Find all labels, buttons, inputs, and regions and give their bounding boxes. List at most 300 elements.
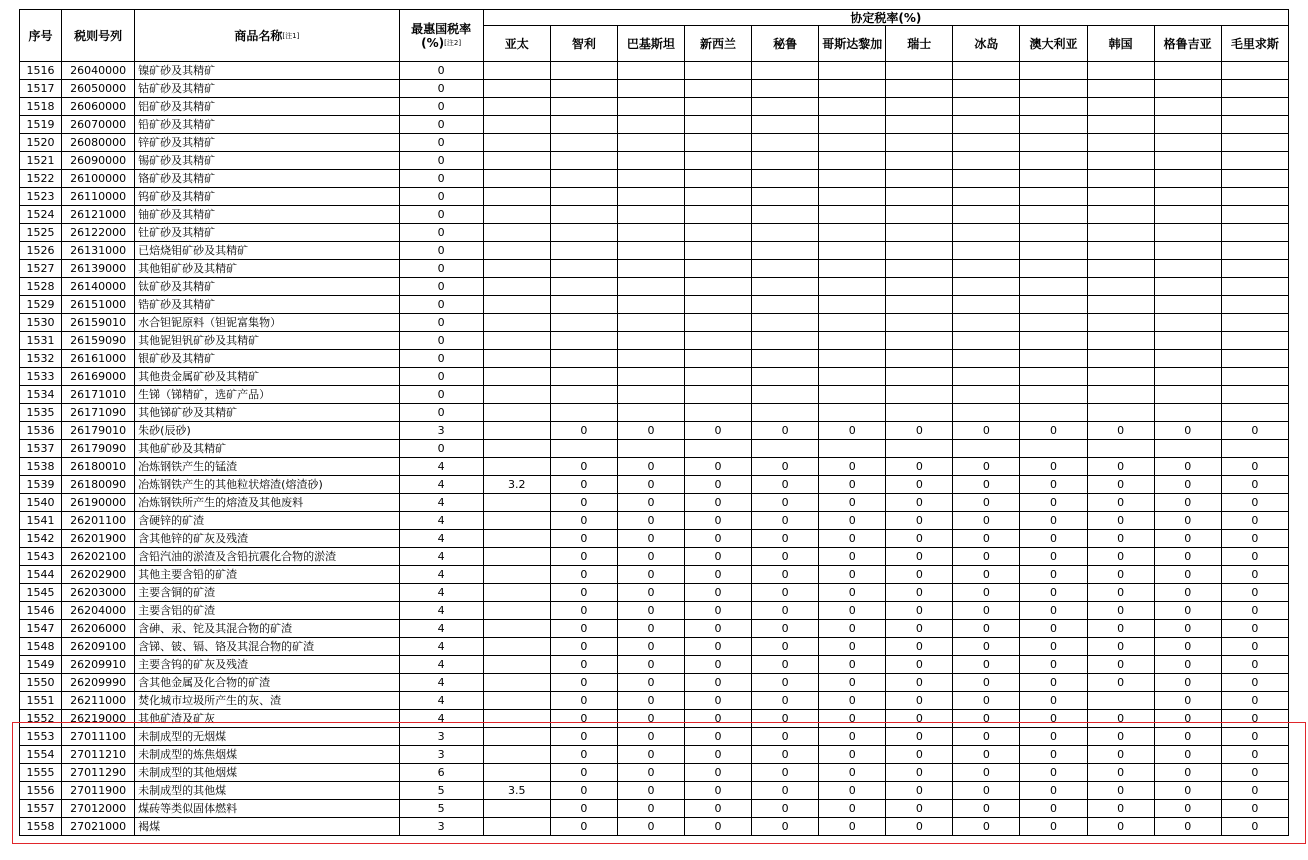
cell-agreement-rate: 0 [886, 620, 953, 638]
table-row [20, 152, 1289, 170]
cell-mfn: 0 [399, 404, 483, 422]
cell-agreement-rate [617, 350, 684, 368]
cell-agreement-rate: 0 [1020, 746, 1087, 764]
cell-agreement-rate [1154, 278, 1221, 296]
cell-agreement-rate: 0 [752, 422, 819, 440]
cell-name: 冶炼钢铁产生的其他粒状熔渣(熔渣砂) [135, 476, 399, 494]
cell-agreement-rate [1020, 62, 1087, 80]
cell-mfn: 4 [399, 656, 483, 674]
cell-agreement-rate: 0 [953, 476, 1020, 494]
cell-agreement-rate [550, 404, 617, 422]
cell-code: 26204000 [62, 602, 135, 620]
cell-agreement-rate [684, 98, 751, 116]
cell-name: 主要含钨的矿灰及残渣 [135, 656, 399, 674]
cell-agreement-rate: 0 [550, 800, 617, 818]
cell-code: 26161000 [62, 350, 135, 368]
cell-code: 27021000 [62, 818, 135, 836]
cell-agreement-rate [550, 296, 617, 314]
cell-agreement-rate [1154, 242, 1221, 260]
cell-agreement-rate [483, 728, 550, 746]
table-row [20, 260, 1289, 278]
cell-agreement-rate [684, 152, 751, 170]
cell-agreement-rate: 0 [1020, 530, 1087, 548]
cell-agreement-rate [1020, 188, 1087, 206]
cell-code: 26100000 [62, 170, 135, 188]
cell-code: 26169000 [62, 368, 135, 386]
cell-agreement-rate [819, 80, 886, 98]
cell-agreement-rate: 0 [550, 458, 617, 476]
cell-mfn: 4 [399, 638, 483, 656]
cell-agreement-rate: 0 [550, 818, 617, 836]
cell-agreement-rate: 0 [617, 818, 684, 836]
cell-agreement-rate [819, 116, 886, 134]
cell-agreement-rate [886, 134, 953, 152]
cell-agreement-rate [483, 656, 550, 674]
cell-agreement-rate [886, 152, 953, 170]
cell-agreement-rate [953, 350, 1020, 368]
cell-seq: 1557 [20, 800, 62, 818]
cell-agreement-rate: 0 [684, 764, 751, 782]
cell-agreement-rate [1221, 98, 1288, 116]
cell-mfn: 4 [399, 566, 483, 584]
cell-agreement-rate [1087, 242, 1154, 260]
cell-agreement-rate: 0 [617, 476, 684, 494]
cell-agreement-rate [1020, 386, 1087, 404]
cell-agreement-rate [752, 224, 819, 242]
cell-agreement-rate [1154, 224, 1221, 242]
cell-agreement-rate: 0 [953, 458, 1020, 476]
cell-agreement-rate: 0 [617, 692, 684, 710]
cell-agreement-rate [617, 296, 684, 314]
cell-code: 26040000 [62, 62, 135, 80]
cell-agreement-rate [684, 350, 751, 368]
cell-agreement-rate [1020, 368, 1087, 386]
table-row [20, 818, 1289, 836]
cell-agreement-rate: 0 [617, 728, 684, 746]
cell-agreement-rate [1087, 278, 1154, 296]
cell-agreement-rate: 0 [752, 746, 819, 764]
cell-agreement-rate [819, 98, 886, 116]
cell-agreement-rate: 0 [684, 530, 751, 548]
table-row [20, 404, 1289, 422]
cell-agreement-rate [819, 314, 886, 332]
table-row [20, 512, 1289, 530]
cell-agreement-rate [483, 170, 550, 188]
cell-agreement-rate: 0 [752, 458, 819, 476]
cell-agreement-rate [483, 206, 550, 224]
cell-agreement-rate [617, 332, 684, 350]
cell-agreement-rate [752, 170, 819, 188]
cell-agreement-rate [1221, 314, 1288, 332]
cell-agreement-rate: 0 [684, 656, 751, 674]
cell-mfn: 4 [399, 692, 483, 710]
cell-agreement-rate: 0 [1087, 602, 1154, 620]
cell-agreement-rate: 0 [617, 530, 684, 548]
cell-agreement-rate [684, 404, 751, 422]
cell-agreement-rate: 0 [1221, 422, 1288, 440]
cell-agreement-rate: 0 [1020, 458, 1087, 476]
cell-seq: 1528 [20, 278, 62, 296]
cell-agreement-rate: 0 [1154, 620, 1221, 638]
cell-mfn: 0 [399, 242, 483, 260]
cell-agreement-rate: 0 [752, 764, 819, 782]
cell-code: 26122000 [62, 224, 135, 242]
cell-agreement-rate [684, 332, 751, 350]
cell-agreement-rate: 0 [550, 512, 617, 530]
cell-agreement-rate: 0 [550, 476, 617, 494]
cell-agreement-rate [886, 116, 953, 134]
cell-agreement-rate: 0 [1154, 494, 1221, 512]
cell-mfn: 6 [399, 764, 483, 782]
cell-agreement-rate [953, 224, 1020, 242]
cell-agreement-rate [483, 818, 550, 836]
cell-agreement-rate: 0 [886, 764, 953, 782]
cell-mfn: 0 [399, 278, 483, 296]
cell-code: 26140000 [62, 278, 135, 296]
cell-agreement-rate: 0 [886, 602, 953, 620]
cell-seq: 1541 [20, 512, 62, 530]
cell-agreement-rate: 0 [684, 476, 751, 494]
cell-agreement-rate: 0 [953, 494, 1020, 512]
cell-agreement-rate: 0 [886, 638, 953, 656]
cell-agreement-rate: 0 [886, 566, 953, 584]
cell-agreement-rate [953, 404, 1020, 422]
cell-agreement-rate: 0 [1020, 728, 1087, 746]
cell-agreement-rate: 0 [1087, 548, 1154, 566]
cell-agreement-rate [1221, 80, 1288, 98]
cell-agreement-rate [1020, 98, 1087, 116]
cell-agreement-rate: 0 [1020, 548, 1087, 566]
cell-agreement-rate [483, 224, 550, 242]
cell-seq: 1529 [20, 296, 62, 314]
cell-agreement-rate: 0 [1087, 656, 1154, 674]
cell-agreement-rate: 0 [1087, 458, 1154, 476]
cell-agreement-rate [617, 206, 684, 224]
cell-agreement-rate [752, 116, 819, 134]
cell-agreement-rate: 0 [617, 458, 684, 476]
cell-agreement-rate [1087, 692, 1154, 710]
cell-agreement-rate [1154, 368, 1221, 386]
cell-agreement-rate [1020, 80, 1087, 98]
cell-agreement-rate: 0 [1154, 746, 1221, 764]
cell-agreement-rate [1020, 314, 1087, 332]
cell-code: 26209100 [62, 638, 135, 656]
cell-agreement-rate [953, 368, 1020, 386]
cell-agreement-rate [886, 80, 953, 98]
cell-agreement-rate: 0 [550, 782, 617, 800]
cell-agreement-rate [1020, 332, 1087, 350]
cell-mfn: 0 [399, 170, 483, 188]
cell-agreement-rate [752, 386, 819, 404]
cell-agreement-rate [819, 260, 886, 278]
cell-agreement-rate [483, 134, 550, 152]
cell-seq: 1558 [20, 818, 62, 836]
cell-mfn: 0 [399, 80, 483, 98]
cell-agreement-rate: 0 [1221, 566, 1288, 584]
cell-agreement-rate: 0 [1154, 566, 1221, 584]
cell-agreement-rate: 0 [1087, 566, 1154, 584]
cell-code: 26219000 [62, 710, 135, 728]
cell-code: 26206000 [62, 620, 135, 638]
cell-name: 含铅汽油的淤渣及含铅抗震化合物的淤渣 [135, 548, 399, 566]
table-row [20, 656, 1289, 674]
cell-agreement-rate: 0 [1221, 692, 1288, 710]
cell-agreement-rate: 0 [684, 422, 751, 440]
cell-code: 26171010 [62, 386, 135, 404]
cell-agreement-rate: 0 [953, 602, 1020, 620]
cell-agreement-rate [684, 80, 751, 98]
cell-agreement-rate [684, 368, 751, 386]
table-row [20, 494, 1289, 512]
cell-agreement-rate: 0 [1221, 818, 1288, 836]
cell-seq: 1556 [20, 782, 62, 800]
cell-agreement-rate: 0 [684, 728, 751, 746]
cell-agreement-rate: 0 [1020, 566, 1087, 584]
table-row [20, 710, 1289, 728]
cell-agreement-rate: 0 [684, 584, 751, 602]
cell-agreement-rate: 0 [1087, 818, 1154, 836]
cell-agreement-rate [752, 278, 819, 296]
cell-agreement-rate [819, 224, 886, 242]
table-row [20, 62, 1289, 80]
table-row [20, 242, 1289, 260]
cell-agreement-rate [617, 260, 684, 278]
cell-agreement-rate: 0 [1087, 728, 1154, 746]
cell-name: 其他锑矿砂及其精矿 [135, 404, 399, 422]
cell-agreement-rate: 0 [1154, 422, 1221, 440]
cell-agreement-rate: 0 [752, 602, 819, 620]
cell-seq: 1530 [20, 314, 62, 332]
cell-agreement-rate: 0 [550, 620, 617, 638]
cell-name: 钨矿砂及其精矿 [135, 188, 399, 206]
cell-code: 27012000 [62, 800, 135, 818]
cell-code: 26121000 [62, 206, 135, 224]
cell-agreement-rate [953, 152, 1020, 170]
cell-agreement-rate [483, 188, 550, 206]
cell-agreement-rate [550, 62, 617, 80]
cell-agreement-rate [550, 440, 617, 458]
cell-agreement-rate [684, 206, 751, 224]
cell-agreement-rate [1087, 98, 1154, 116]
cell-agreement-rate [483, 638, 550, 656]
cell-agreement-rate: 0 [819, 638, 886, 656]
cell-agreement-rate: 0 [886, 530, 953, 548]
cell-agreement-rate [617, 80, 684, 98]
cell-name: 未制成型的无烟煤 [135, 728, 399, 746]
cell-mfn: 0 [399, 350, 483, 368]
cell-mfn: 0 [399, 260, 483, 278]
cell-mfn: 0 [399, 224, 483, 242]
cell-name: 水合钽铌原料（钽铌富集物） [135, 314, 399, 332]
cell-agreement-rate [483, 674, 550, 692]
cell-seq: 1536 [20, 422, 62, 440]
cell-agreement-rate [1020, 224, 1087, 242]
cell-mfn: 3 [399, 746, 483, 764]
cell-name: 其他钼矿砂及其精矿 [135, 260, 399, 278]
cell-name: 银矿砂及其精矿 [135, 350, 399, 368]
cell-agreement-rate: 0 [1221, 656, 1288, 674]
cell-seq: 1519 [20, 116, 62, 134]
cell-agreement-rate: 0 [1154, 656, 1221, 674]
cell-agreement-rate [1020, 404, 1087, 422]
cell-agreement-rate [819, 350, 886, 368]
cell-mfn: 4 [399, 530, 483, 548]
cell-agreement-rate [483, 584, 550, 602]
cell-agreement-rate [1221, 296, 1288, 314]
cell-agreement-rate: 0 [1154, 818, 1221, 836]
cell-agreement-rate: 0 [1221, 530, 1288, 548]
header-seq: 序号 [20, 10, 62, 62]
cell-name: 朱砂(辰砂) [135, 422, 399, 440]
cell-agreement-rate: 0 [819, 584, 886, 602]
cell-name: 含锑、铍、镉、铬及其混合物的矿渣 [135, 638, 399, 656]
cell-agreement-rate [819, 404, 886, 422]
cell-agreement-rate [1221, 368, 1288, 386]
cell-code: 27011290 [62, 764, 135, 782]
cell-name: 其他矿渣及矿灰 [135, 710, 399, 728]
cell-agreement-rate [617, 224, 684, 242]
cell-seq: 1537 [20, 440, 62, 458]
cell-agreement-rate: 0 [550, 530, 617, 548]
cell-agreement-rate: 0 [1020, 620, 1087, 638]
cell-agreement-rate [483, 260, 550, 278]
cell-agreement-rate: 3.5 [483, 782, 550, 800]
cell-agreement-rate [1221, 278, 1288, 296]
cell-agreement-rate [752, 296, 819, 314]
table-row [20, 422, 1289, 440]
cell-agreement-rate [483, 332, 550, 350]
table-row [20, 116, 1289, 134]
cell-agreement-rate [1020, 152, 1087, 170]
cell-seq: 1531 [20, 332, 62, 350]
cell-agreement-rate: 0 [617, 674, 684, 692]
cell-agreement-rate: 0 [819, 476, 886, 494]
cell-agreement-rate: 0 [550, 584, 617, 602]
cell-code: 26203000 [62, 584, 135, 602]
cell-agreement-rate: 0 [819, 764, 886, 782]
cell-code: 26201900 [62, 530, 135, 548]
cell-agreement-rate [684, 62, 751, 80]
cell-agreement-rate: 0 [1221, 764, 1288, 782]
table-row [20, 458, 1289, 476]
header-country: 冰岛 [953, 26, 1020, 62]
cell-seq: 1517 [20, 80, 62, 98]
cell-agreement-rate [550, 152, 617, 170]
cell-agreement-rate: 0 [1221, 494, 1288, 512]
header-name-text: 商品名称 [234, 28, 283, 43]
cell-agreement-rate: 0 [684, 638, 751, 656]
cell-agreement-rate: 0 [550, 728, 617, 746]
cell-agreement-rate [550, 260, 617, 278]
cell-agreement-rate: 0 [953, 764, 1020, 782]
cell-agreement-rate: 0 [953, 422, 1020, 440]
cell-agreement-rate [684, 386, 751, 404]
cell-seq: 1525 [20, 224, 62, 242]
header-code: 税则号列 [62, 10, 135, 62]
cell-mfn: 0 [399, 368, 483, 386]
cell-agreement-rate: 0 [1020, 638, 1087, 656]
cell-agreement-rate [684, 260, 751, 278]
header-country: 秘鲁 [752, 26, 819, 62]
header-country: 亚太 [483, 26, 550, 62]
cell-agreement-rate: 0 [886, 422, 953, 440]
cell-agreement-rate [1020, 206, 1087, 224]
cell-agreement-rate [953, 98, 1020, 116]
cell-agreement-rate [483, 800, 550, 818]
cell-name: 铅矿砂及其精矿 [135, 116, 399, 134]
cell-agreement-rate [1087, 332, 1154, 350]
cell-agreement-rate [617, 404, 684, 422]
cell-mfn: 0 [399, 296, 483, 314]
cell-agreement-rate: 0 [684, 494, 751, 512]
cell-seq: 1553 [20, 728, 62, 746]
cell-name: 其他矿砂及其精矿 [135, 440, 399, 458]
cell-agreement-rate [1087, 152, 1154, 170]
cell-agreement-rate: 0 [1154, 548, 1221, 566]
cell-agreement-rate [550, 170, 617, 188]
header-country: 毛里求斯 [1221, 26, 1288, 62]
header-country: 韩国 [1087, 26, 1154, 62]
cell-mfn: 0 [399, 116, 483, 134]
cell-agreement-rate: 0 [617, 764, 684, 782]
cell-agreement-rate: 0 [1154, 782, 1221, 800]
cell-agreement-rate: 0 [617, 494, 684, 512]
table-row [20, 134, 1289, 152]
cell-name: 煤砖等类似固体燃料 [135, 800, 399, 818]
cell-agreement-rate: 0 [886, 782, 953, 800]
cell-agreement-rate [1154, 80, 1221, 98]
cell-agreement-rate [953, 116, 1020, 134]
cell-agreement-rate: 0 [953, 638, 1020, 656]
cell-agreement-rate [1020, 296, 1087, 314]
cell-agreement-rate: 0 [1221, 746, 1288, 764]
cell-agreement-rate [1154, 116, 1221, 134]
table-row [20, 764, 1289, 782]
cell-agreement-rate: 0 [550, 422, 617, 440]
cell-agreement-rate [483, 116, 550, 134]
cell-agreement-rate: 0 [550, 674, 617, 692]
cell-agreement-rate: 0 [752, 494, 819, 512]
cell-mfn: 4 [399, 548, 483, 566]
cell-agreement-rate [617, 170, 684, 188]
cell-agreement-rate [953, 242, 1020, 260]
cell-agreement-rate: 0 [1221, 728, 1288, 746]
cell-agreement-rate: 0 [1154, 674, 1221, 692]
header-mfn-line1: 最惠国税率 [411, 21, 472, 36]
cell-agreement-rate [684, 440, 751, 458]
cell-name: 锆矿砂及其精矿 [135, 296, 399, 314]
cell-mfn: 0 [399, 152, 483, 170]
cell-agreement-rate [483, 530, 550, 548]
cell-agreement-rate: 0 [819, 566, 886, 584]
cell-agreement-rate: 0 [752, 800, 819, 818]
cell-agreement-rate [1221, 62, 1288, 80]
cell-agreement-rate [550, 224, 617, 242]
cell-seq: 1551 [20, 692, 62, 710]
cell-agreement-rate: 0 [684, 782, 751, 800]
cell-agreement-rate: 0 [684, 746, 751, 764]
cell-agreement-rate [819, 206, 886, 224]
cell-agreement-rate: 0 [550, 710, 617, 728]
cell-name: 钍矿砂及其精矿 [135, 224, 399, 242]
cell-agreement-rate [886, 98, 953, 116]
cell-agreement-rate: 0 [819, 548, 886, 566]
cell-agreement-rate: 0 [550, 566, 617, 584]
cell-agreement-rate [550, 350, 617, 368]
cell-agreement-rate: 0 [684, 710, 751, 728]
cell-agreement-rate: 0 [819, 782, 886, 800]
cell-agreement-rate: 0 [1087, 710, 1154, 728]
